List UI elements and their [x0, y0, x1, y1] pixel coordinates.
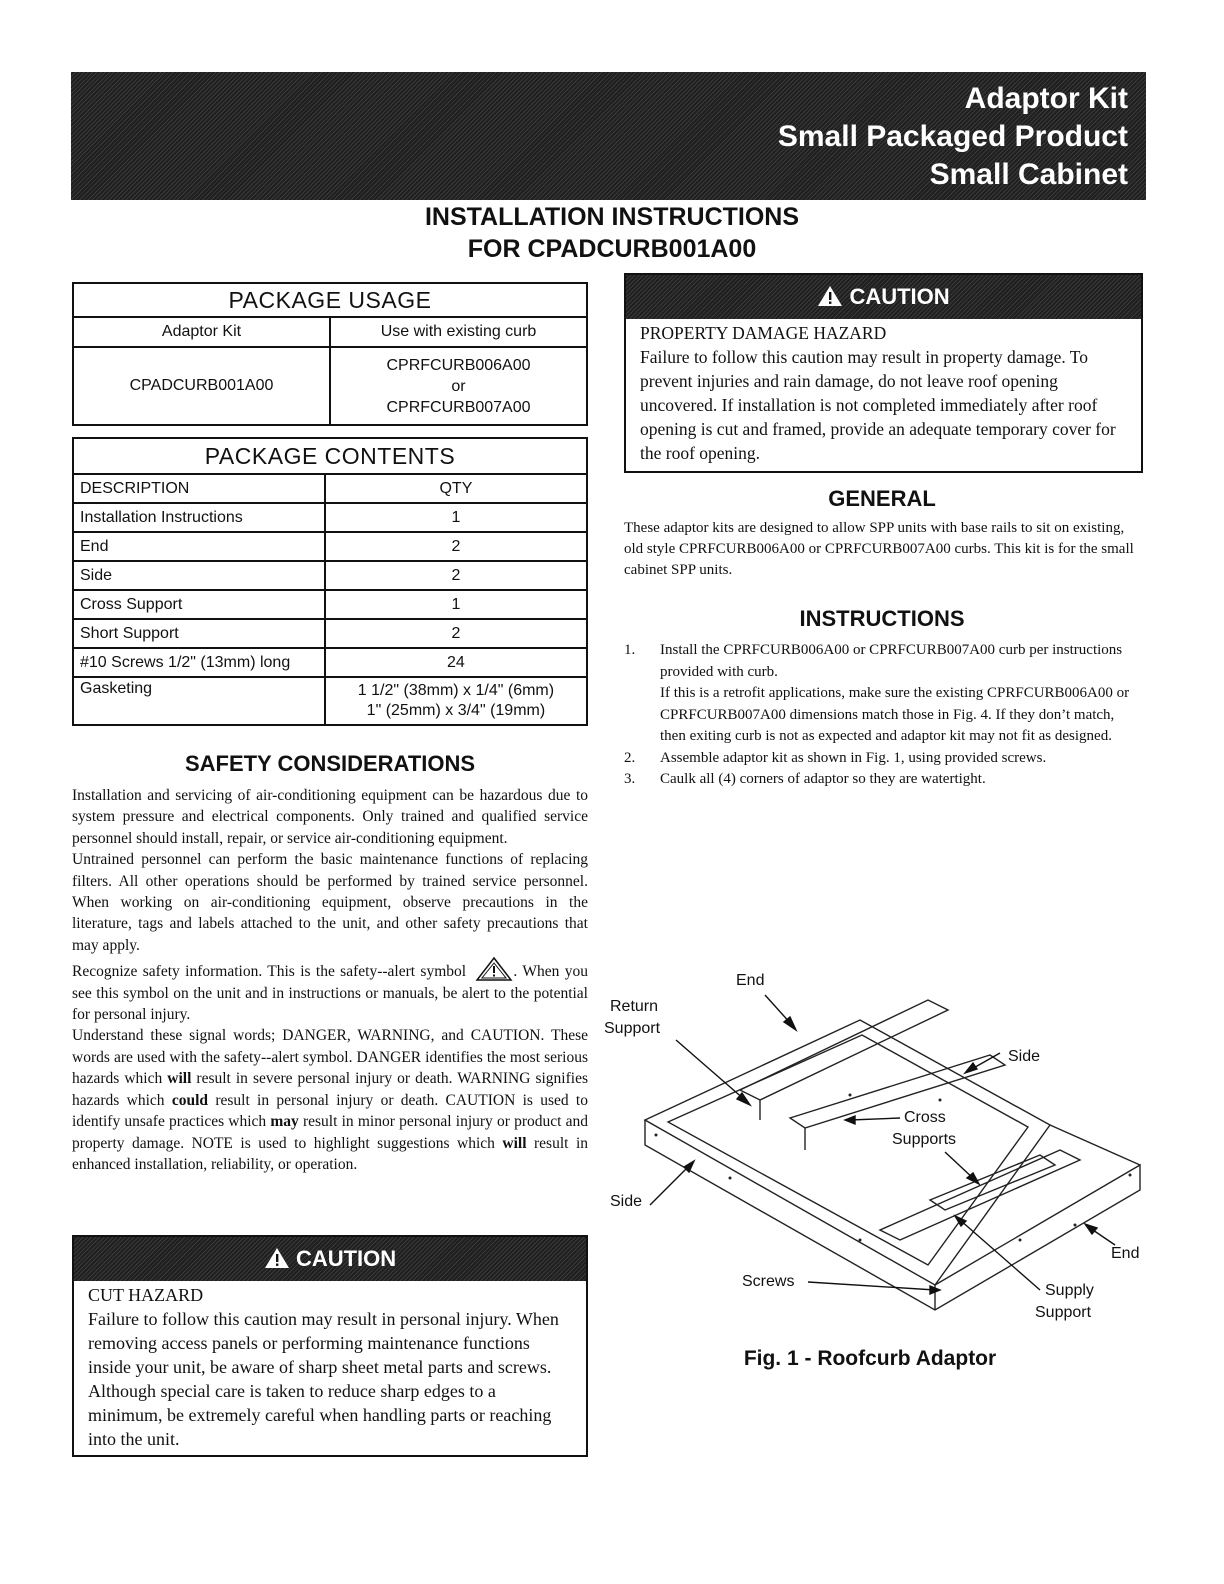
label-cross-2: Supports — [892, 1131, 957, 1148]
row-qty: 1 — [325, 503, 587, 532]
label-screws: Screws — [742, 1273, 795, 1290]
usage-curb-2: CPRFCURB007A00 — [386, 398, 531, 416]
p4-d: result in minor personal injury or product and property damage. NOTE is used to highlight suggestions which — [72, 1113, 588, 1152]
leader-return-support — [676, 1040, 745, 1100]
item-text: Assemble adaptor kit as shown in Fig. 1, using provided screws. — [660, 749, 1047, 766]
label-end-right: End — [1111, 1245, 1140, 1262]
row-qty: 24 — [325, 648, 587, 677]
screw-dot — [729, 1177, 732, 1180]
label-side-left: Side — [610, 1193, 643, 1210]
row-qty: 2 — [325, 561, 587, 590]
screw-dot — [939, 1099, 942, 1102]
general-text: These adaptor kits are designed to allow SPP units with base rails to sit on existing, old style CPRFCURB006A00 or CPRFCURB007A00 curbs. This kit is for the small cabinet SPP units. — [624, 520, 1134, 578]
row-qty: 1 — [325, 590, 587, 619]
package-contents-title: PACKAGE CONTENTS — [73, 438, 587, 474]
row-desc: Cross Support — [73, 590, 325, 619]
caution-property-bar — [626, 275, 1141, 319]
safety-paragraph-3 — [72, 956, 588, 1025]
header-line-1: Adaptor Kit — [964, 82, 1128, 115]
arrow-head — [845, 1116, 855, 1124]
leader-cross-supports — [850, 1118, 900, 1120]
header-line-3: Small Cabinet — [929, 158, 1128, 191]
safety-text — [72, 785, 588, 1175]
p4-will-2: will — [502, 1134, 527, 1152]
usage-or: or — [451, 377, 466, 395]
safety-paragraph-4 — [72, 1025, 588, 1175]
gasket-size-2: 1" (25mm) x 3/4" (19mm) — [366, 702, 546, 719]
leader-screws — [808, 1282, 935, 1290]
p4-a: Understand these signal words; DANGER, WARNING, and CAUTION. These words are used with the safety--alert symbol. DANGER identifies the most serious hazards which — [72, 1027, 588, 1088]
p4-will-1: will — [167, 1070, 192, 1088]
safety-p3-end: . When you see this symbol on the unit and in instructions or manuals, be alert to the potential for personal injury. — [72, 963, 588, 1024]
row-desc: Installation Instructions — [73, 503, 325, 532]
arrow-head — [965, 1063, 977, 1073]
title-line-1: INSTALLATION INSTRUCTIONS — [424, 203, 800, 231]
list-item — [624, 748, 1140, 770]
p4-e: result in enhanced installation, reliability, or operation. — [72, 1134, 589, 1173]
row-qty: 2 — [325, 532, 587, 561]
caution-cut-bar — [74, 1237, 586, 1281]
safety-alert-icon — [475, 956, 513, 982]
usage-col1-header: Adaptor Kit — [73, 317, 330, 347]
item-number: 3. — [624, 771, 636, 787]
screw-dot — [1019, 1239, 1022, 1242]
screw-dot — [1074, 1224, 1077, 1227]
instructions-list — [624, 640, 1140, 791]
caution-cut-hazard: CUT HAZARD — [88, 1285, 204, 1305]
warning-icon — [817, 285, 843, 307]
row-desc: Short Support — [73, 619, 325, 648]
screw-dot — [849, 1094, 852, 1097]
row-desc: End — [73, 532, 325, 561]
p4-could: could — [171, 1091, 209, 1109]
row-desc: #10 Screws 1/2" (13mm) long — [73, 648, 325, 677]
cross-support-1 — [740, 1000, 948, 1100]
safety-paragraph-2: Untrained personnel can perform the basic maintenance functions of replacing filters. All other operations should be performed by trained service personnel. When working on air-conditioning equipment, observe precautions in the literature, tags and labels attached to the unit, and other safety precautions that may apply. — [72, 851, 588, 954]
leader-side-left — [650, 1165, 690, 1205]
p4-may: may — [270, 1113, 299, 1131]
instructions-heading: INSTRUCTIONS — [799, 606, 965, 631]
safety-heading: SAFETY CONSIDERATIONS — [184, 751, 476, 776]
screw-dots — [655, 1094, 1132, 1242]
caution-property-body — [626, 319, 1141, 473]
title-line-2: FOR CPADCURB001A00 — [467, 235, 757, 263]
list-item — [624, 640, 1140, 748]
caution-cut-label: CAUTION — [295, 1246, 397, 1271]
contents-col2-header: QTY — [325, 474, 587, 503]
row-qty — [325, 677, 587, 725]
header-banner — [71, 72, 1146, 200]
caution-cut-box — [72, 1235, 588, 1457]
label-end-top: End — [736, 972, 765, 989]
caution-property-box — [624, 273, 1143, 473]
table-row — [73, 677, 587, 725]
label-return-1: Return — [610, 998, 659, 1015]
usage-curbs — [330, 347, 587, 425]
item-text: Caulk all (4) corners of adaptor so they are watertight. — [660, 771, 986, 787]
screw-dot — [655, 1134, 658, 1137]
label-supply-1: Supply — [1045, 1282, 1094, 1299]
usage-curb-1: CPRFCURB006A00 — [386, 356, 531, 374]
table-row — [73, 503, 587, 532]
table-row — [73, 648, 587, 677]
warning-icon — [264, 1247, 290, 1269]
list-item — [624, 769, 1140, 791]
table-row — [73, 532, 587, 561]
screw-dot — [859, 1239, 862, 1242]
label-side-right: Side — [1008, 1048, 1041, 1065]
item-text: Install the CPRFCURB006A00 or CPRFCURB007A00 curb per instructions provided with curb. — [660, 642, 1123, 680]
arrow-head — [1085, 1224, 1097, 1234]
screw-dot — [1129, 1174, 1132, 1177]
label-cross-1: Cross — [904, 1109, 946, 1126]
safety-paragraph-1: Installation and servicing of air-conditioning equipment can be hazardous due to system pressure and electrical components. Only trained and qualified service personnel should install, repair, or service air-conditioning equipment. — [72, 787, 588, 847]
caution-property-text: Failure to follow this caution may result in property damage. To prevent injuries and rain damage, do not leave roof opening uncovered. If installation is not completed immediately after roof opening is cut and framed, provide an adequate temporary cover for the roof opening. — [640, 347, 1116, 463]
general-heading: GENERAL — [828, 486, 936, 511]
safety-p3-start: Recognize safety information. This is the safety--alert symbol — [72, 963, 467, 981]
header-line-2: Small Packaged Product — [777, 120, 1128, 153]
usage-col2-header: Use with existing curb — [330, 317, 587, 347]
caution-property-hazard: PROPERTY DAMAGE HAZARD — [640, 323, 887, 343]
item-number: 2. — [624, 749, 636, 766]
p4-b: result in severe personal injury or death. WARNING signifies hazards which — [72, 1070, 588, 1109]
caution-property-label: CAUTION — [849, 284, 950, 309]
label-return-2: Support — [604, 1020, 661, 1037]
table-row — [73, 561, 587, 590]
caution-cut-text: Failure to follow this caution may result in personal injury. When removing access panels or performing maintenance functions inside your unit, be aware of sharp sheet metal parts and screws. Although special care is taken to reduce sharp edges to a minimum, be extremely careful when handling parts or reaching into the unit. — [88, 1309, 559, 1449]
gasket-size-1: 1 1/2" (38mm) x 1/4" (6mm) — [357, 682, 555, 699]
package-usage-title: PACKAGE USAGE — [73, 283, 587, 317]
contents-col1-header: DESCRIPTION — [73, 474, 325, 503]
table-row — [73, 619, 587, 648]
row-desc: Side — [73, 561, 325, 590]
package-usage-table — [72, 282, 588, 426]
label-supply-2: Support — [1035, 1304, 1092, 1321]
item-number: 1. — [624, 642, 636, 658]
package-contents-table — [72, 437, 588, 726]
row-desc: Gasketing — [73, 677, 325, 725]
caution-cut-body — [74, 1281, 586, 1459]
row-qty: 2 — [325, 619, 587, 648]
item-extra: If this is a retrofit applications, make sure the existing CPRFCURB006A00 or CPRFCURB007A00 dimensions match those in Fig. 4. If they don’t match, then exiting curb is not as expected and adaptor kit may not fit as designed. — [660, 685, 1130, 744]
short-support — [930, 1155, 1055, 1210]
p4-c: result in personal injury or death. CAUTION is used to identify unsafe practices which — [72, 1091, 588, 1131]
figure-caption: Fig. 1 - Roofcurb Adaptor — [743, 1347, 997, 1370]
usage-kit: CPADCURB001A00 — [73, 347, 330, 425]
table-row — [73, 590, 587, 619]
frame-right-edge — [1050, 1125, 1140, 1165]
page-title — [0, 201, 1224, 265]
